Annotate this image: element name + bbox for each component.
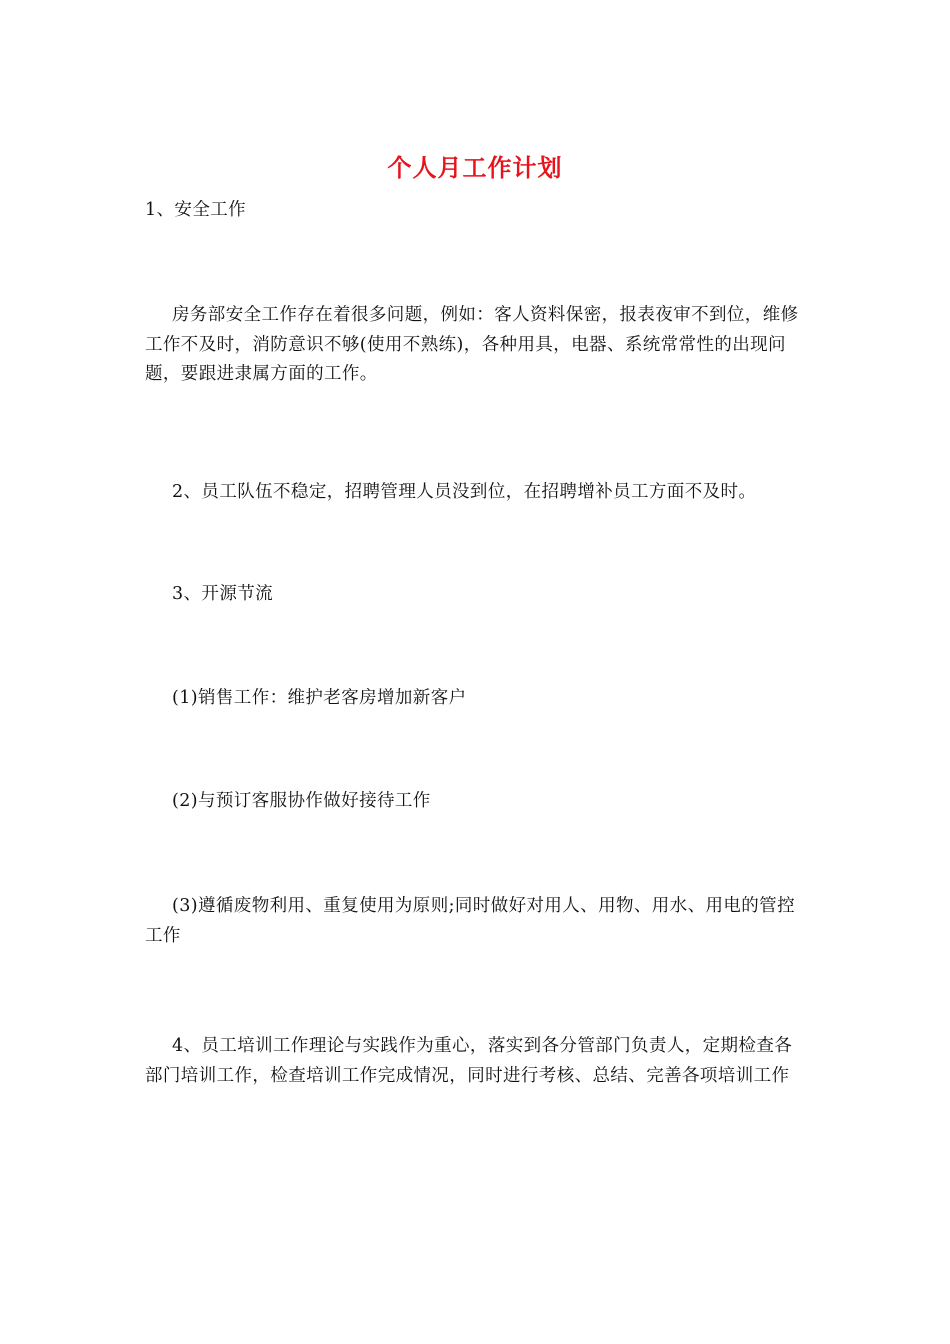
paragraph-safety-details: 房务部安全工作存在着很多问题，例如：客人资料保密，报表夜审不到位，维修工作不及时，消防意识不够(使用不熟练)，各种用具，电器、系统常常性的出现问题，要跟进隶属方面的工作。 — [145, 305, 799, 384]
list-item-reservation: (2)与预订客服协作做好接待工作 — [172, 791, 431, 811]
section-heading-cost-control: 3、开源节流 — [172, 584, 274, 604]
paragraph-staff-training: 4、员工培训工作理论与实践作为重心，落实到各分管部门负责人，定期检查各部门培训工作，检查培训工作完成情况，同时进行考核、总结、完善各项培训工作 — [145, 1036, 793, 1086]
paragraph-staff-stability: 2、员工队伍不稳定，招聘管理人员没到位，在招聘增补员工方面不及时。 — [172, 482, 757, 502]
list-item-sales: (1)销售工作：维护老客房增加新客户 — [172, 688, 467, 708]
list-item-recycling: (3)遵循废物利用、重复使用为原则;同时做好对用人、用物、用水、用电的管控工作 — [145, 896, 795, 946]
document-title: 个人月工作计划 — [387, 153, 563, 182]
section-heading-safety: 1、安全工作 — [145, 200, 247, 220]
